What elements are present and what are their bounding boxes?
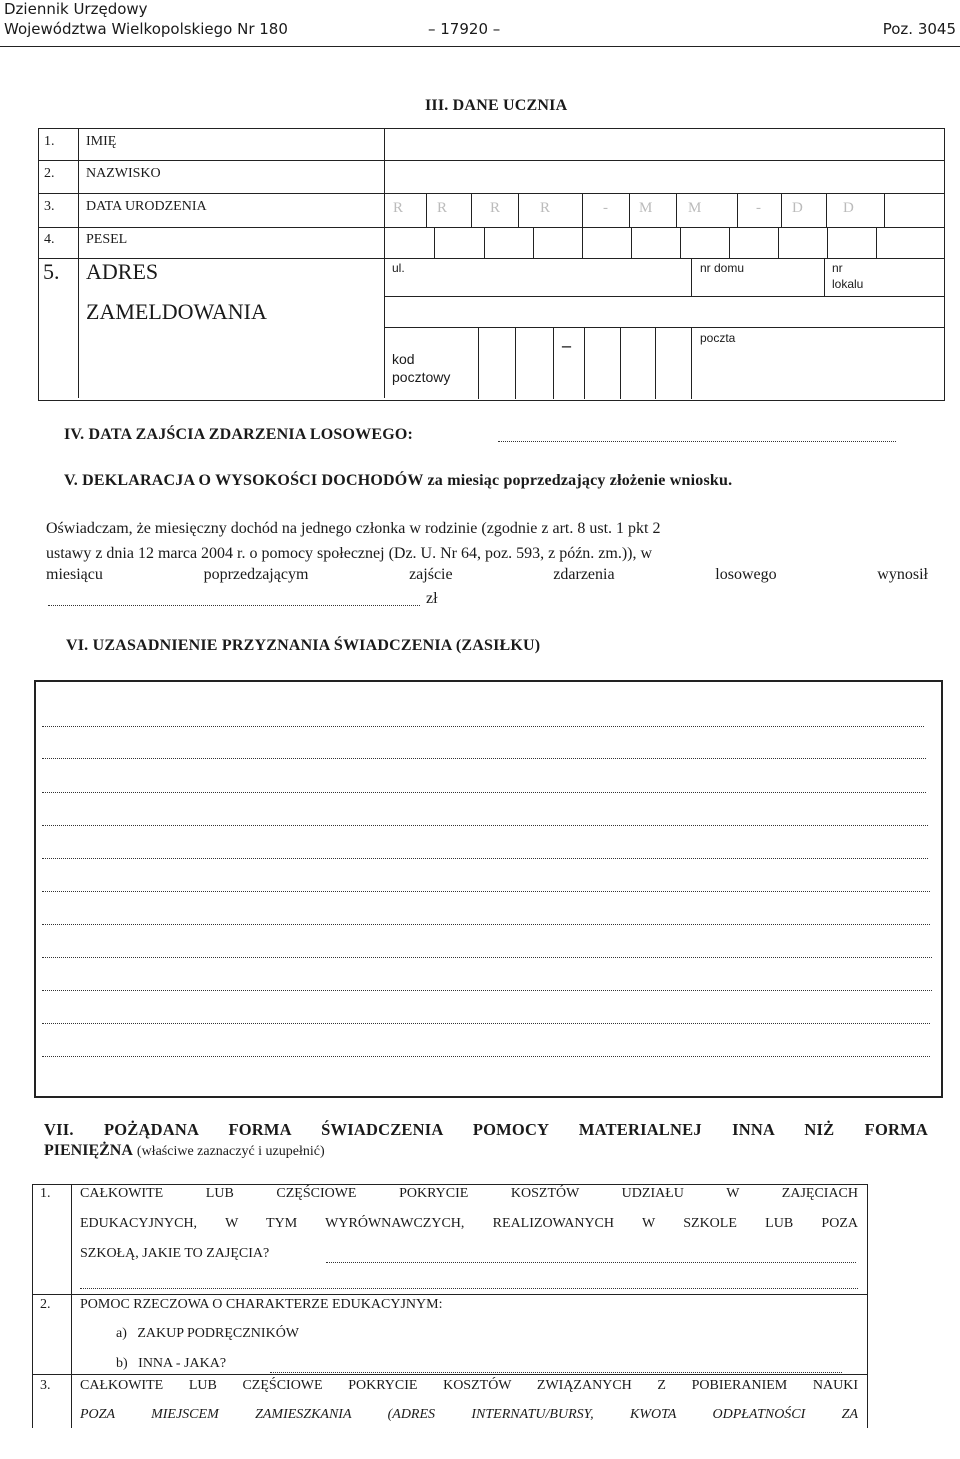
- position-number: Poz. 3045: [882, 20, 956, 38]
- date-char: D: [843, 200, 854, 216]
- label-flat-number-2: lokalu: [832, 277, 864, 291]
- income-declaration-line2: ustawy z dnia 12 marca 2004 r. o pomocy społecznej (Dz. U. Nr 64, poz. 593, z późn. zm.)), w: [46, 545, 653, 562]
- row-num-3: 3.: [44, 199, 55, 214]
- word: miesiącu: [46, 566, 103, 583]
- page-header: [0, 0, 960, 47]
- income-declaration-line1: Oświadczam, że miesięczny dochód na jednego członka w rodzinie (zgodnie z art. 8 ust. 1 pkt 2: [46, 520, 661, 537]
- item1-answer-field[interactable]: [326, 1262, 856, 1263]
- word: zajście: [409, 566, 453, 583]
- journal-title: Dziennik Urzędowy: [4, 0, 148, 18]
- journal-subtitle: Województwa Wielkopolskiego Nr 180: [4, 20, 288, 38]
- date-char: D: [792, 200, 803, 216]
- label-adres: ADRES: [86, 259, 159, 284]
- date-char: R: [437, 200, 448, 216]
- date-char: M: [688, 200, 702, 216]
- item3-line1: CAŁKOWITE LUB CZĘŚCIOWE POKRYCIE KOSZTÓW ZWIĄZANYCH Z POBIERANIEM NAUKI: [80, 1378, 858, 1393]
- word: wynosił: [877, 566, 928, 583]
- label-street: ul.: [392, 261, 405, 275]
- item-num-3: 3.: [40, 1378, 51, 1393]
- word: poprzedzającym: [203, 566, 309, 583]
- label-pesel: PESEL: [86, 232, 128, 247]
- section7-title: VII. POŻĄDANA FORMA ŚWIADCZENIA POMOCY MATERIALNEJ INNA NIŻ FORMA: [44, 1120, 928, 1139]
- item1-answer-field-2[interactable]: [80, 1288, 858, 1289]
- section5-title: V. DEKLARACJA O WYSOKOŚCI DOCHODÓW za miesiąc poprzedzający złożenie wniosku.: [64, 472, 733, 489]
- label-postcode: kod: [392, 351, 415, 367]
- income-amount-field[interactable]: [48, 605, 420, 606]
- label-nazwisko: NAZWISKO: [86, 166, 161, 181]
- word: losowego: [715, 566, 777, 583]
- currency-unit: zł: [426, 590, 438, 607]
- postcode-dash: –: [562, 335, 571, 355]
- last-name-field[interactable]: [386, 162, 942, 192]
- section6-title: VI. UZASADNIENIE PRZYZNANIA ŚWIADCZENIA (ZASIŁKU): [66, 637, 541, 654]
- section7-subtitle: [44, 1142, 325, 1160]
- section7-subtitle-bold: PIENIĘŻNA: [44, 1142, 133, 1159]
- row-num-5: 5.: [43, 259, 60, 284]
- section4-title: IV. DATA ZAJŚCIA ZDARZENIA LOSOWEGO:: [64, 426, 414, 443]
- justification-box[interactable]: [34, 680, 943, 1098]
- date-char: M: [639, 200, 653, 216]
- section3-title: III. DANE UCZNIA: [425, 97, 568, 114]
- income-declaration-line3: [46, 566, 928, 584]
- label-flat-number: nr: [832, 261, 843, 275]
- date-separator: -: [756, 200, 761, 216]
- item3-line2: POZA MIEJSCEM ZAMIESZKANIA (ADRES INTERNATU/BURSY, KWOTA ODPŁATNOŚCI ZA: [80, 1407, 858, 1422]
- section7-instruction: (właściwe zaznaczyć i uzupełnić): [136, 1144, 325, 1159]
- item-num-2: 2.: [40, 1297, 51, 1312]
- item1-line1: CAŁKOWITE LUB CZĘŚCIOWE POKRYCIE KOSZTÓW UDZIAŁU W ZAJĘCIACH: [80, 1186, 858, 1201]
- item1-line3: SZKOŁĄ, JAKIE TO ZAJĘCIA?: [80, 1246, 270, 1261]
- label-imie: IMIĘ: [86, 134, 117, 149]
- item2-line1: POMOC RZECZOWA O CHARAKTERZE EDUKACYJNYM:: [80, 1297, 443, 1312]
- label-post-office: poczta: [700, 331, 736, 345]
- row-num-2: 2.: [44, 166, 55, 181]
- date-separator: -: [603, 200, 608, 216]
- event-date-field[interactable]: [498, 441, 896, 442]
- label-house-number: nr domu: [700, 261, 745, 275]
- word: zdarzenia: [553, 566, 615, 583]
- page-number: – 17920 –: [428, 20, 501, 38]
- date-char: R: [540, 200, 551, 216]
- first-name-field[interactable]: [386, 130, 942, 159]
- item1-line2: EDUKACYJNYCH, W TYM WYRÓWNAWCZYCH, REALIZOWANYCH W SZKOLE LUB POZA: [80, 1216, 858, 1231]
- label-zameldowania: ZAMELDOWANIA: [86, 299, 267, 324]
- date-char: R: [393, 200, 404, 216]
- item2-other-field[interactable]: [270, 1372, 842, 1373]
- row-num-4: 4.: [44, 232, 55, 247]
- label-data-urodzenia: DATA URODZENIA: [86, 199, 207, 214]
- date-char: R: [490, 200, 501, 216]
- item2-option-b[interactable]: b) INNA - JAKA?: [116, 1356, 227, 1371]
- item2-option-a[interactable]: a) ZAKUP PODRĘCZNIKÓW: [116, 1326, 300, 1341]
- label-postcode-2: pocztowy: [392, 369, 451, 385]
- row-num-1: 1.: [44, 134, 55, 149]
- item-num-1: 1.: [40, 1186, 51, 1201]
